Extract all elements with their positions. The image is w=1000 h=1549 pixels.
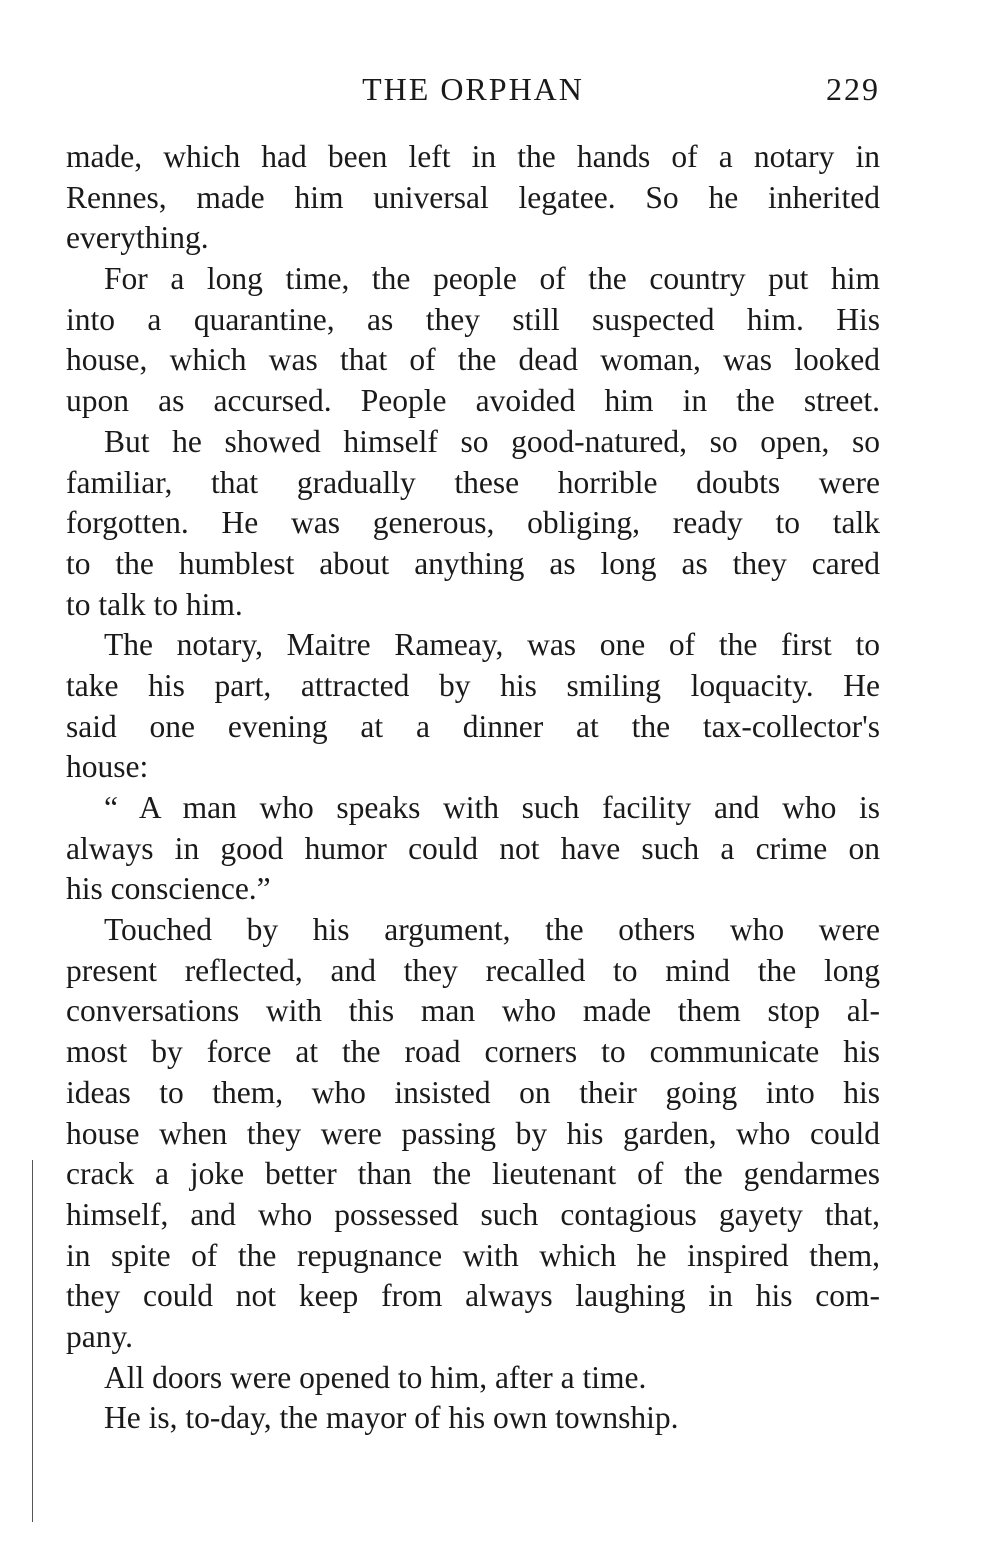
text-line: they could not keep from always laughing in his com-	[66, 1278, 880, 1314]
text-line: “ A man who speaks with such facility and who is	[104, 790, 880, 825]
text-line: said one evening at a dinner at the tax-collector's	[66, 708, 880, 744]
text-line: familiar, that gradually these horrible doubts were	[66, 464, 880, 500]
text-line: conversations with this man who made them stop al-	[66, 993, 880, 1029]
text-line: The notary, Maitre Rameay, was one of the first to	[104, 627, 880, 663]
page-number: 229	[826, 71, 880, 107]
running-head	[66, 64, 880, 114]
running-title: THE ORPHAN	[362, 71, 584, 107]
text-line: house, which was that of the dead woman, was looked	[66, 342, 880, 378]
text-line: house when they were passing by his garden, who could	[66, 1115, 880, 1151]
text-line: made, which had been left in the hands of a notary in	[66, 139, 880, 174]
text-line: ideas to them, who insisted on their going into his	[66, 1074, 880, 1110]
text-line: take his part, attracted by his smiling loquacity. He	[66, 667, 880, 703]
text-line: always in good humor could not have such a crime on	[66, 830, 880, 866]
text-line: pany.	[66, 1318, 134, 1354]
text-line: his conscience.”	[66, 871, 271, 907]
text-line: All doors were opened to him, after a time.	[104, 1359, 647, 1395]
text-line: into a quarantine, as they still suspected him. His	[66, 301, 880, 337]
text-line: forgotten. He was generous, obliging, ready to talk	[66, 505, 880, 541]
text-line: crack a joke better than the lieutenant of the gendarmes	[66, 1156, 880, 1192]
margin-rule	[32, 1160, 33, 1522]
text-line: But he showed himself so good-natured, so open, so	[104, 423, 880, 459]
text-line: Rennes, made him universal legatee. So he inherited	[66, 179, 880, 215]
text-line: For a long time, the people of the country put him	[104, 261, 880, 297]
text-line: present reflected, and they recalled to mind the long	[66, 952, 880, 988]
text-line: most by force at the road corners to communicate his	[66, 1034, 880, 1070]
text-line: to the humblest about anything as long as they cared	[66, 545, 880, 581]
text-line: in spite of the repugnance with which he inspired them,	[66, 1237, 880, 1273]
text-line: to talk to him.	[66, 586, 243, 622]
body-text	[66, 137, 880, 1439]
text-line: He is, to-day, the mayor of his own township.	[104, 1400, 679, 1436]
text-line: house:	[66, 749, 149, 785]
text-line: himself, and who possessed such contagious gayety that,	[66, 1196, 880, 1232]
text-line: Touched by his argument, the others who were	[104, 912, 880, 948]
text-line: everything.	[66, 220, 209, 256]
text-line: upon as accursed. People avoided him in the street.	[66, 383, 880, 419]
